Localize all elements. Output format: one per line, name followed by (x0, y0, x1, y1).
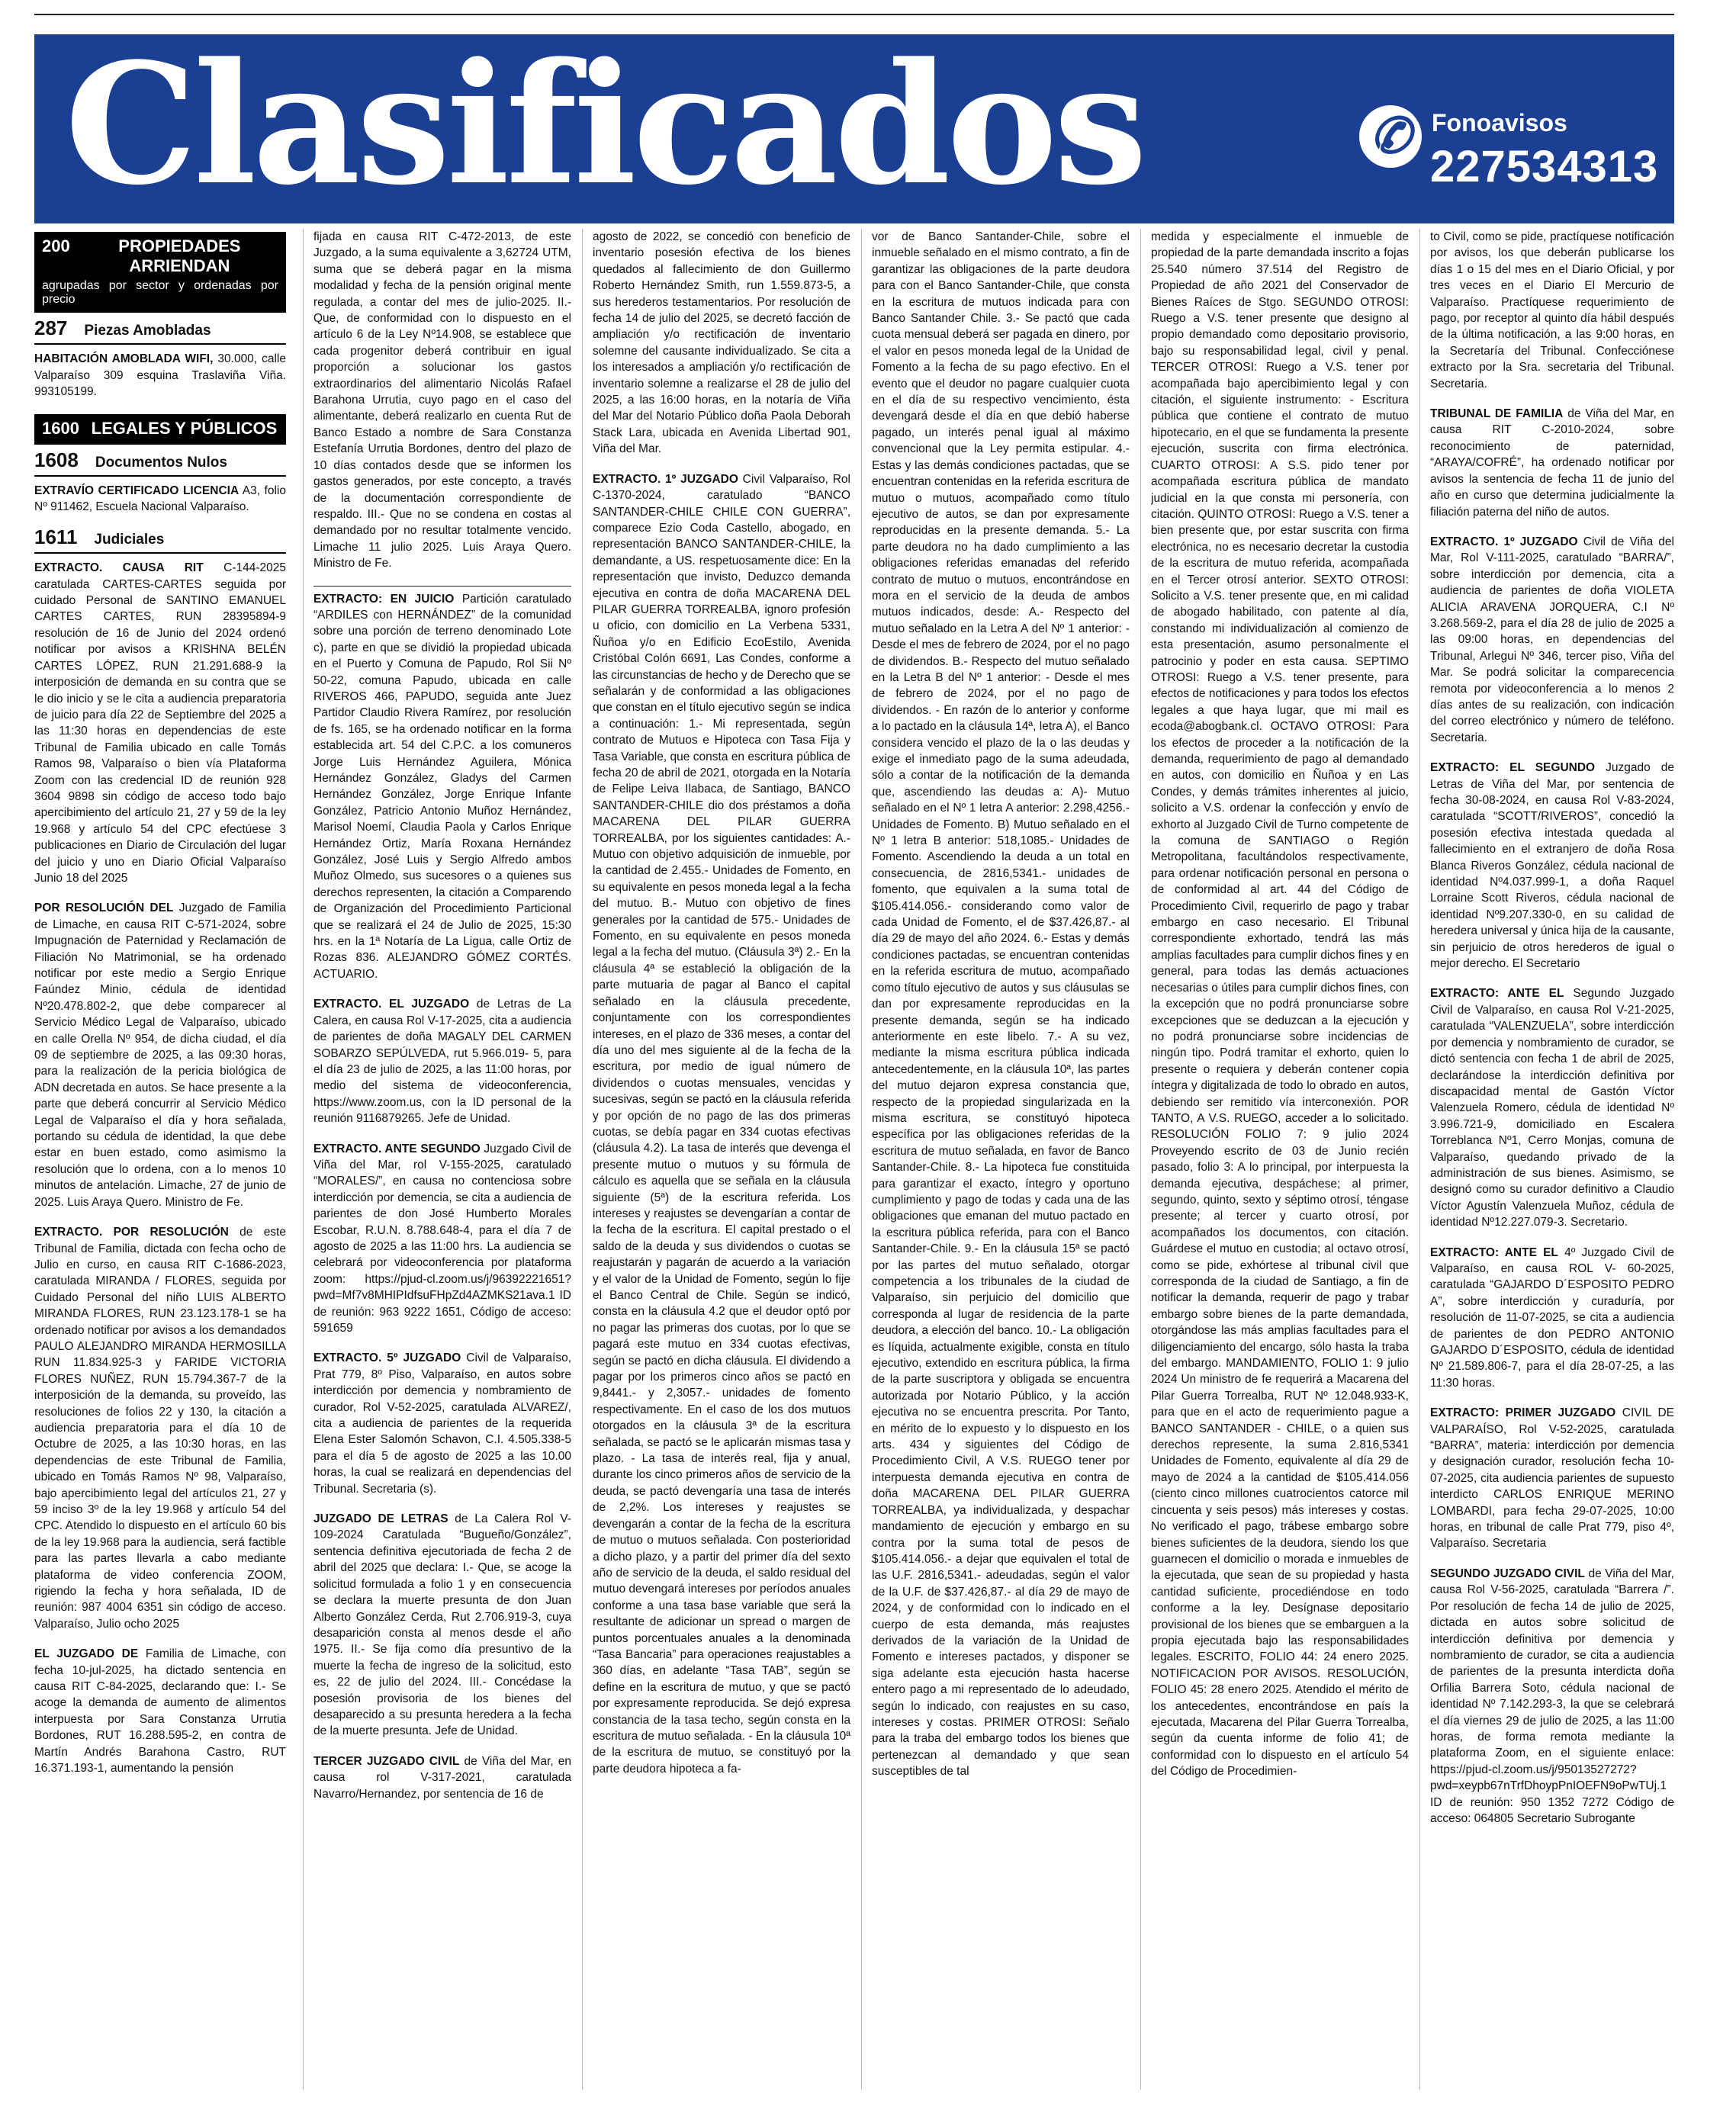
ad-keyword: EL JUZGADO DE (34, 1647, 139, 1661)
ad-keyword: JUZGADO DE LETRAS (313, 1512, 448, 1526)
column-divider (303, 229, 304, 2090)
ad-text: fijada en causa RIT C-472-2013, de este Juzgado, a la suma equivalente a 3,62724 UTM, suma que se deberá pagar en la misma modalidad y fecha de la pensión original mente regulada, a contar del mes de julio-2025. II.- Que, de conformidad con lo dispuesto en el artículo 6 de la Ley Nº14.908, se establece que cada progenitor deberá contribuir en igual proporción a solucionar los gastos extraordinarios del alimentario Nicolás Rafael Barahona Urrutia, cuyo pago en el caso del alimentante, deberá realizarlo en cuenta Rut de Banco Estado a nombre de Sara Constanza Estefanía Urrutia Bordones, dentro del plazo de 10 días contados desde que se informen los gastos generados, por este concepto, a través de la documentación correspondiente de respaldo. III.- Que no se condena en costas al demandado por no resultar totalmente vencido. Limache 11 julio 2025. Luis Araya Quero. Ministro de Fe. (313, 230, 571, 570)
ad-keyword: HABITACIÓN AMOBLADA WIFI, (34, 352, 214, 366)
classified-ad (593, 471, 850, 1778)
ad-keyword: EXTRACTO. 1º JUZGADO (1430, 535, 1578, 548)
classified-ad (34, 560, 286, 886)
ad-text: de Viña del Mar, en causa RIT C-2010-2024, sobre reconocimiento de paternidad, “ARAYA/COFRÉ”, ha ordenado notificar por avisos la sentencia de fecha 11 de junio del año en curso que determina judicialmente la filiación paterna del niño de autos. (1430, 407, 1674, 519)
ad-text: 30.000, calle Valparaíso 309 esquina Traslaviña Viña. 993105199. (34, 352, 286, 399)
ad-divider (313, 586, 571, 587)
ad-text: Familia de Limache, con fecha 10-jul-2025, ha dictado sentencia en causa RIT C-84-2025, declarando que: I.- Se acoge la demanda de aumento de alimentos interpuesta por Sara Constanza Urrutia Bordones, RUT 16.288.595-2, en contra de Martín Andrés Barahona Castro, RUT 16.371.193-1, aumentando la pensión (34, 1647, 286, 1776)
ad-keyword: TERCER JUZGADO CIVIL (313, 1754, 460, 1768)
classified-ad (1430, 1245, 1674, 1392)
subsection-title: Documentos Nulos (95, 454, 227, 471)
classified-ad (313, 1350, 571, 1497)
classifieds-columns (34, 229, 1674, 2090)
ad-keyword: EXTRACTO: PRIMER JUZGADO (1430, 1406, 1616, 1420)
classified-ad (1430, 1566, 1674, 1827)
ad-text: de Viña del Mar, causa Rol V-56-2025, caratulada “Barrera /”. Por resolución de fecha 14 de julio de 2025, dictada en autos sobre solicitud de interdicción definitiva por demencia y nombramiento de curador, se cita a audiencia de parientes de la presunta interdicta doña Orfilia Barrera Soto, cédula nacional de identidad Nº 7.142.293-3, la que se celebrará el día viernes 29 de julio de 2025, a las 11:00 horas, de forma remota mediante la plataforma Zoom, en el siguiente enlace: https://pjud-cl.zoom.us/j/95013527272?pwd=xeypb67nTrfDhoypPnIOEFN9oPwTUj.1 ID de reunión: 950 1352 7272 Código de acceso: 064805 Secretario Subrogante (1430, 1567, 1674, 1825)
ad-text: to Civil, como se pide, practíquese notificación por avisos, los que deberán publicarse los días 1 o 15 del mes en el Diario Oficial, y por tres veces en el Diario El Mercurio de Valparaíso. Practíquese requerimiento de pago, por receptor al quinto día hábil después de la última notificación, a las 9:00 horas, en la Secretaría del Tribunal. Confecciónese extracto por la Sra. secretaria del Tribunal. Secretaria. (1430, 230, 1674, 390)
subsection-number: 287 (34, 317, 68, 339)
ad-keyword: EXTRACTO. CAUSA RIT (34, 561, 204, 575)
ad-text: Civil de Viña del Mar, Rol V-111-2025, caratulado “BARRA/”, sobre interdicción por demencia, cita a audiencia de parientes de doña VIOLETA ALICIA ARAVENA JORQUERA, C.I Nº 3.268.569-2, para el día 28 de julio de 2025 a las 09:00 horas, en dependencias del Tribunal, Arlegui Nº 346, tercer piso, Viña del Mar. Se podrá solicitar la comparecencia remota por videoconferencia a lo menos 2 días antes de su realización, con indicación del correo electrónico y número de teléfono. Secretaria. (1430, 535, 1674, 744)
section-title: LEGALES Y PÚBLICOS (91, 418, 278, 438)
column-2 (313, 229, 571, 2090)
ad-text: CIVIL DE VALPARAÍSO, Rol V-52-2025, caratulada “BARRA”, materia: interdicción por demencia y designación curador, resolución fecha 10-07-2025, cita audiencia parientes de supuesto interdicto CARLOS ENRIQUE MERINO LOMBARDI, para fecha 29-07-2025, 10:00 horas, en tribunal de calle Prat 779, piso 4º, Valparaíso. Secretaria (1430, 1406, 1674, 1551)
ad-keyword: POR RESOLUCIÓN DEL (34, 901, 174, 915)
classified-ad (313, 996, 571, 1126)
ad-keyword: EXTRACTO: EL SEGUNDO (1430, 761, 1596, 775)
classified-ad (1430, 985, 1674, 1230)
ad-keyword: SEGUNDO JUZGADO CIVIL (1430, 1567, 1585, 1580)
ad-text: 4º Juzgado Civil de Valparaíso, en causa ROL V- 60-2025, caratulada “GAJARDO D´ESPOSITO PEDRO A”, sobre interdicción y curaduría, por resolución de 11-07-2025, se cita a audiencia de parientes de don PEDRO ANTONIO GAJARDO D´ESPOSITO, cédula de identidad Nº 21.589.806-7, para el día 28-07-25, a las 11:30 horas. (1430, 1245, 1674, 1390)
classified-ad (593, 229, 850, 458)
ad-keyword: EXTRACTO. EL JUZGADO (313, 998, 470, 1011)
subsection-number: 1608 (34, 448, 79, 471)
ad-keyword: EXTRACTO. ANTE SEGUNDO (313, 1142, 481, 1155)
ad-text: medida y especialmente el inmueble de propiedad de la parte demandada inscrito a fojas 25.540 número 37.514 del Registro de Propiedad de año 2021 del Conservador de Bienes Raíces de Stgo. SEGUNDO OTROSI: Ruego a V.S. tener presente que designo al propio demandado como depositario provisorio, bajo su responsabilidad legal, civil y penal. TERCER OTROSI: Ruego a V.S. tener por acompañada bajo apercibimiento legal y con citación, el siguiente instrumento: - Escritura pública que contiene el contrato de mutuo hipotecario, en el que se fundamenta la presente ejecución, suscrita con firma electrónica. CUARTO OTROSI: A S.S. pido tener por acompañada escritura pública de mandato judicial en la que consta mi personería, con citación. QUINTO OTROSI: Ruego a V.S. tener a bien presente que, por estar suscrita con firma electrónica, no es necesario decretar la custodia de la escritura de mutuo referida, acompañada en el Tercer otrosí anterior. SEXTO OTROSI: Solicito a V.S. tener presente que, en mi calidad de abogado habilitado, con patente al día, constando mi individualización al comienzo de esta presentación, asumo personalmente el patrocinio y poder en esta causa. SEPTIMO OTROSI: Ruego a V.S. tener presente, para efectos de notificaciones y para todos los efectos legales a que haya lugar, que mi mail es ecoda@abogbank.cl. OCTAVO OTROSI: Para los efectos de proceder a la notificación de la demanda, requerimiento de pago al demandado en autos, con domicilio en Ñuñoa y en Las Condes, y demás trámites inherentes al juicio, solicito a V.S. ordenar la confección y envío de exhorto al Juzgado Civil de Turno competente de la comuna de SANTIAGO o Región Metropolitana, facultándolos respectivamente, para ordenar notificación personal en persona o de conformidad al art. 44 del Código de Procedimiento Civil, requerirlo de pago y trabar embargo en caso necesario. El Tribunal correspondiente exhortado, tendrá las más amplias facultades para cumplir dichos fines y en general, para todas las demás actuaciones necesarias o útiles para cumplir dichos fines, con la excepción que no podrá pronunciarse sobre excepciones que se deduzcan a la ejecución y no podrá pronunciarse sobre incidencias de ningún tipo. Podrá tramitar el exhorto, quien lo presente o requiera y deberán contener copia íntegra y digitalizada de todo lo obrado en autos, debiendo ser remitido vía interconexión. POR TANTO, A V.S. RUEGO, acceder a lo solicitado. RESOLUCIÓN FOLIO 7: 9 julio 2024 Proveyendo escrito de 03 de Junio recién pasado, folio 3: A lo principal, por interpuesta la demanda ejecutiva, despáchese; al primer, segundo, quinto, sexto y séptimo otrosí, téngase presente; al tercer y cuarto otrosí, por acompañados los documentos, con citación. Guárdese el mutuo en custodia; al octavo otrosí, como se pide, exhórtese al tribunal civil que corresponda de la ciudad de Santiago, a fin de notificar la demanda, requerir de pago y trabar embargo sobre bienes de la parte demandada, otorgándose las más amplias facultades para el diligenciamiento del encargo, sólo hasta la traba del embargo. MANDAMIENTO, FOLIO 1: 9 julio 2024 Un ministro de fe requerirá a Macarena del Pilar Guerra Torrealba, RUT Nº 12.048.933-K, para que en el acto de requerimiento pague a BANCO SANTANDER - CHILE, o a quien sus derechos represente, la suma 2.816,5341 Unidades de Fomento, equivalente al día 29 de mayo de 2024 a la cantidad de $105.414.056 (ciento cinco millones cuatrocientos catorce mil cincuenta y seis pesos) más intereses y costas. No verificado el pago, trábese embargo sobre bienes suficientes de la deudora, siendo los que guarnecen el domicilio o morada e inmuebles de la ejecutada, que sean de su propiedad y hasta cantidad suficiente, procediéndose en todo conforme a la ley. Desígnase depositario provisional de los bienes que se embarguen a la propia ejecutada bajo las responsabilidades legales. ESCRITO, FOLIO 44: 24 enero 2025. NOTIFICACION POR AVISOS. RESOLUCIÓN, FOLIO 45: 28 enero 2025. Atendido el mérito de los antecedentes, encontrándose en país la ejecutada, Macarena del Pilar Guerra Torrealba, según da cuenta informe de folio 41; de conformidad con lo dispuesto en el artículo 54 del Código de Procedimien- (1151, 230, 1409, 1779)
ad-keyword: EXTRACTO. POR RESOLUCIÓN (34, 1226, 229, 1239)
section-header-legales (34, 414, 286, 445)
ad-text: Juzgado Civil de Viña del Mar, rol V-155-2025, caratulado “MORALES/”, en causa no contenciosa sobre interdicción por demencia, se cita a audiencia de parientes de don José Humberto Morales Escobar, R.U.N. 8.788.648-4, para el día 7 de agosto de 2025 a las 11:00 hrs. La audiencia se celebrará por videoconferencia por plataforma zoom: https://pjud-cl.zoom.us/j/96392221651?pwd=Mf7v8MHIPIdfsuFHpZd4AZMKS21ava.1 ID de reunión: 963 9222 1651, Código de acceso: 591659 (313, 1142, 571, 1335)
ad-keyword: EXTRACTO: ANTE EL (1430, 987, 1564, 1001)
ad-text: Segundo Juzgado Civil de Valparaíso, en causa Rol V-21-2025, caratulada “VALENZUELA”, sobre interdicción por demencia y nombramiento de curador, se dictó sentencia con fecha 1 de abril de 2025, declarándose la interdicción definitiva por discapacidad mental de Gastón Víctor Valenzuela Romero, cédula de identidad Nº 3.996.721-9, domiciliado en Escalera Torreblanca Nº1, Cerro Monjas, comuna de Valparaíso, quedando privado de la administración de sus bienes. Asimismo, se designó como su curador definitivo a Claudio Víctor Agustín Valenzuela Muñoz, cédula de identidad Nº12.227.079-3. Secretario. (1430, 987, 1674, 1229)
ad-text: Civil de Valparaíso, Prat 779, 8º Piso, Valparaíso, en autos sobre interdicción por demencia y nombramiento de curador, Rol V-52-2025, caratulada ALVAREZ/, cita a audiencia de parientes de la requerida Elena Ester Salomón Schavon, C.I. 4.505.338-5 para el día 5 de agosto de 2025 a las 10.00 horas, la cual se realizará en dependencias del Tribunal. Secretaria (s). (313, 1351, 571, 1496)
phone-number: 227534313 (1430, 142, 1659, 191)
classified-ad (34, 1224, 286, 1632)
section-header-propiedades (34, 232, 286, 313)
ad-keyword: EXTRACTO: ANTE EL (1430, 1245, 1558, 1259)
section-title: PROPIEDADES ARRIENDAN (118, 236, 241, 275)
classified-ad (1430, 760, 1674, 972)
classified-ad (1151, 229, 1409, 1780)
classified-ad (313, 591, 571, 983)
ad-text: de este Tribunal de Familia, dictada con fecha ocho de Julio en curso, en causa RIT C-1686-2023, caratulada MIRANDA / FLORES, seguida por Cuidado Personal del niño LUIS ALBERTO MIRANDA FLORES, RUN 23.123.178-1 se ha ordenado notificar por avisos a los demandados PAULO ALEJANDRO MIRANDA HERMOSILLA RUN 11.834.925-3 y FARIDE VICTORIA FLORES NUÑEZ, RUN 15.794.367-7 de la interposición de la demanda, su proveído, las resoluciones de folios 22 y 130, la citación a audiencia preparatoria para el día 10 de Octubre de 2025, a las 10:30 horas, en las dependencias de este Tribunal de Familia, ubicado en Tomás Ramos Nº 98, Valparaíso, bajo apercibimiento legal del artículos 21, 27 y 59 inciso 3º de la ley 19.968 y artículo 54 del CPC. Atendido lo dispuesto en el artículo 60 bis de la ley 19.968 para la audiencia, será factible para las partes llevarla a cabo mediante plataforma de video conferencia ZOOM, rigiendo la fecha y hora señalada, ID de reunión: 987 4004 6351 sin código de acceso. Valparaíso, Julio ocho 2025 (34, 1226, 286, 1631)
ad-text: Juzgado de Letras de Viña del Mar, por sentencia de fecha 30-08-2024, en causa Rol V-83-2024, caratulada “SCOTT/RIVEROS”, concedió la posesión efectiva intestada quedada al fallecimiento en el extranjero de doña Rosa Blanca Riveros González, cédula nacional de identidad Nº4.037.999-1, a doña Raquel Lorraine Scott Riveros, cédula nacional de identidad Nº9.207.330-0, en su calidad de heredera universal y única hija de la causante, sin perjuicio de otros herederos de igual o mejor derecho. El Secretario (1430, 761, 1674, 971)
classified-ad (1430, 1405, 1674, 1552)
classified-ad (34, 1646, 286, 1776)
ad-text: vor de Banco Santander-Chile, sobre el inmueble señalado en el mismo contrato, a fin de garantizar las obligaciones de la parte deudora para con el Banco Santander-Chile, que consta en la escritura de mutuos indicada para con Banco Santander Chile. 3.- Se pactó que cada cuota mensual deberá ser pagada en dinero, por el valor en pesos moneda legal de la Unidad de Fomento a la fecha de su pago efectivo. En el evento que el deudor no pagare cualquier cuota en el día de su respectivo vencimiento, ésta devengará desde el día en que debió haberse pagado, un interés penal igual al máximo convencional que la Ley permita estipular. 4.- Estas y las demás condiciones pactadas, que se encuentran contenidas en la referida escritura de mutuo o mutuos, acompañado como título ejecutivo de autos, se dan por expresamente reproducidas en la presente demanda. 5.- La parte deudora no ha dado cumplimiento a las obligaciones referidas emanadas del referido contrato de mutuo o mutuos, encontrándose en mora en el servicio de la deuda de ambos mutuos indicados, desde: A.- Respecto del mutuo señalado en la Letra A del Nº 1 anterior: - Desde el mes de febrero de 2024, por el no pago de dividendos. B.- Respecto del mutuo señalado en la Letra B del Nº 1 anterior: - Desde el mes de febrero de 2024, por el no pago de dividendos. - En razón de lo anterior y conforme a lo pactado en la cláusula 14ª, letra A), el Banco considera vencido el plazo de la o las deudas y exige el inmediato pago de la suma adeudada, sólo a contar de la notificación de la demanda que, ascendiendo las deudas a: A)- Mutuo señalado en el Nº 1 letra A anterior: 2.298,4256.- Unidades de Fomento. B) Mutuo señalado en el Nº 1 letra B anterior: 518,1085.- Unidades de Fomento. Ascendiendo la deuda a un total en consecuencia, de 2816,5341.- unidades de fomento, que equivalen a la suma total de $105.414.056.- considerando como valor de cada Unidad de Fomento, el de $37.426,87.- al día 29 de mayo del año 2024. 6.- Estas y demás condiciones pactadas, se encuentran contenidas en la referida escritura de mutuo, acompañado como título ejecutivo de autos y sus cláusulas se dan por expresamente reproducidas en la presente demanda, según se ha indicado anteriormente en este libelo. 7.- A su vez, mediante la misma escritura pública indicada antecedentemente, en la cláusula 10ª, las partes del mutuo dejaron expresa constancia que, respecto de la propiedad singularizada en la misma escritura, se constituyó hipoteca específica por las obligaciones referidas de la escritura de mutuo señalada, en favor de Banco Santander-Chile. 8.- La hipoteca fue constituida para garantizar el exacto, íntegro y oportuno cumplimiento y pago de todas y cada una de las obligaciones que emanan del mutuo pactado en la escritura pública referida, para con el Banco Santander-Chile. 9.- En la cláusula 15ª se pactó por las partes del mutuo señalado, otorgar competencia a los tribunales de la ciudad de Valparaíso, sin perjuicio del domicilio que corresponda al lugar de residencia de la parte deudora, a elección del banco. 10.- La obligación es líquida, actualmente exigible, consta en título ejecutivo, extendido en escritura pública, la firma de la parte suscriptora y obligada se encuentra autorizada por Notario Público, y la acción ejecutiva no se encuentra prescrita. Por Tanto, en mérito de lo expuesto y lo dispuesto en los arts. 434 y siguientes del Código de Procedimiento Civil, A V.S. RUEGO tener por interpuesta demanda ejecutiva en contra de doña MACARENA DEL PILAR GUERRA TORREALBA, ya individualizada, y despachar mandamiento de ejecución y embargo en su contra por la suma total de pesos de $105.414.056.- a dejar que equivalen el total de las U.F. 2816,5341.- adeudadas, según el valor de la U.F. de $37.426,87.- al día 29 de mayo de 2024, y de conformidad con lo indicado en el cuerpo de esta demanda, más reajustes derivados de la variación de la Unidad de Fomento e intereses pactados, y disponer se siga adelante esta ejecución hasta hacerse entero pago a mi representado de lo adeudado, según lo indicado, con reajustes en su caso, intereses y costas. PRIMER OTROSI: Señalo para la traba del embargo todos los bienes que pertenezcan al demandado y que sean susceptibles de tal (872, 230, 1130, 1779)
column-divider (861, 229, 862, 2090)
classified-ad (34, 900, 286, 1210)
ad-text: agosto de 2022, se concedió con beneficio de inventario posesión efectiva de los bienes quedados al fallecimiento de don Guillermo Roberto Hernández Smith, run 1.559.873-5, a sus herederos testamentarios. Por resolución de fecha 14 de julio del 2025, se decretó facción de ampliación y/o rectificación de inventario solemne del causante individualizado. Se cita a los interesados a ampliación y/o rectificación de inventario solemne a realizarse el 28 de julio del 2025, a las 16:00 horas, en la notaría de Viña del Mar del Notario Público doña Paola Deborah Stack Lara, ubicada en Avenida Libertad 901, Viña del Mar. (593, 230, 850, 456)
ad-text: A3, folio Nº 911462, Escuela Nacional Valparaíso. (34, 484, 286, 514)
masthead (34, 27, 1674, 223)
classified-ad (1430, 534, 1674, 746)
page-title: Clasificados (65, 27, 1144, 222)
ad-keyword: TRIBUNAL DE FAMILIA (1430, 407, 1564, 421)
ad-keyword: EXTRACTO. 1º JUZGADO (593, 472, 738, 486)
classified-ad (313, 1753, 571, 1802)
section-number: 1600 (42, 418, 79, 438)
ad-text: de La Calera Rol V-109-2024 Caratulada “Bugueño/González”, sentencia definitiva ejecutoriada de fecha 2 de abril del 2025 que declara: I.- Que, se acoge la solicitud formulada a folio 1 y en consecuencia se declara la muerte presunta de don Juan Alberto González Cerda, Rut 2.706.919-3, cuya desaparición consta al menos desde el año 1975. II.- Se fija como día presuntivo de la muerte la fecha de ingreso de la solicitud, esto es, 22 de julio del 2024. III.- Concédase la posesión provisoria de los bienes del desaparecido a su presunta heredera a la fecha de la muerte presunta. Jefe de Unidad. (313, 1512, 571, 1738)
column-4 (872, 229, 1130, 2090)
column-6 (1430, 229, 1674, 2090)
classified-ad (313, 1511, 571, 1740)
subsection-number: 1611 (34, 525, 78, 548)
top-rule (34, 14, 1674, 15)
classified-ad (34, 351, 286, 400)
section-subtitle: agrupadas por sector y ordenadas por precio (42, 279, 278, 306)
column-1 (34, 229, 286, 2090)
subsection-header-documentos (34, 448, 286, 477)
classified-ad (1430, 406, 1674, 520)
ad-text: Juzgado de Familia de Limache, en causa RIT C-571-2024, sobre Impugnación de Paternidad y Reclamación de Filiación No Matrimonial, se ha ordenado notificar por este medio a Sergio Enrique Faúndez Minio, cédula de identidad Nº20.478.802-2, que debe comparecer al Servicio Médico Legal de Valparaíso, ubicado en calle Orella Nº 954, de dicha ciudad, el día 09 de septiembre de 2025, a las 09:30 horas, para la realización de la pericia biológica de ADN decretada en autos. Se hace presente a la parte que deberá concurrir al Servicio Médico Legal de Valparaíso el día y hora señalada, portando su cédula de identidad, la que debe estar en buen estado, como asimismo la resolución que lo ordena, con a lo menos 10 minutos de antelación. Limache, 27 de junio de 2025. Luis Araya Quero. Ministro de Fe. (34, 901, 286, 1209)
classified-ad (1430, 229, 1674, 392)
ad-keyword: EXTRACTO: EN JUICIO (313, 592, 455, 606)
ad-text: Civil Valparaíso, Rol C-1370-2024, caratulado “BANCO SANTANDER-CHILE CHILE CON GUERRA”, comparece Ezio Coda Castello, abogado, en representación BANCO SANTANDER-CHILE, la demandante, a US. respetuosamente dice: En la representación que invisto, Deduzco demanda ejecutiva en contra de doña MACARENA DEL PILAR GUERRA TORREALBA, ignoro profesión u oficio, con domicilio en La Verbena 5331, Ñuñoa y/o en Edificio EcoEstilo, Avenida Cristóbal Colón 6691, Las Condes, conforme a las circunstancias de hecho y de Derecho que se señalarán y de conformidad a las obligaciones que constan en el título ejecutivo según se indica a continuación: 1.- Mi representada, según contrato de Mutuos e Hipoteca con Tasa Fija y Tasa Variable, que consta en escritura pública de fecha 20 de abril de 2021, otorgada en la Notaría de Felipe Leiva Ilabaca, de Santiago, BANCO SANTANDER-CHILE dio dos préstamos a doña MACARENA DEL PILAR GUERRA TORREALBA, por los siguientes cantidades: A.- Mutuo con objetivo adquisición de inmueble, por la cantidad de 2.455.- Unidades de Fomento, en su equivalente en pesos moneda legal a la fecha del mutuo. B.- Mutuo con objetivo de fines generales por la cantidad de 575.- Unidades de Fomento, en su equivalente en pesos moneda legal a la fecha del mutuo. (Cláusula 3ª) 2.- En la cláusula 4ª se estableció la obligación de la parte mutuaria de pagar al Banco el capital señalado en la cláusula precedente, conjuntamente con los correspondientes intereses, en el plazo de 336 meses, a contar del día uno del mes siguiente al de la fecha de la escritura, por medio de igual número de dividendos o cuotas mensuales, vencidas y sucesivas, según se pactó en la cláusula referida y por opción de no pago de las dos primeras cuotas, se debía pagar en 334 cuotas efectivas (cláusula 4.2). La tasa de interés que devenga el presente mutuo o mutuos y su fórmula de cálculo es aquella que se señala en la cláusula siguiente (5ª) de la escritura referida. Los intereses y reajustes se devengarían a contar de la fecha de la escritura. El capital prestado o el saldo de la deuda y sus dividendos o cuotas se reajustarán y pagarán de acuerdo a la variación y el valor de la Unidad de Fomento, según lo fije el Banco Central de Chile. Según se indicó, consta en la cláusula 4.2 que el deudor optó por no pagar las primeras dos cuotas, por lo que se pagará este mutuo en 334 cuotas efectivas, según se pactó en dicha cláusula. El dividendo a pagar por los primeros cinco años se pactó en 9,8441.- y 2,3057.- unidades de fomento respectivamente. En el caso de los dos mutuos otorgados en la cláusula 3ª de la escritura señalada, se pactó se le aplicarán mismas tasa y plazo. - La tasa de interés real, fija y anual, durante los cinco primeros años de servicio de la deuda, se pactó devengaría una tasa de interés de 2,2%. Los intereses y reajustes se devengarán a contar de la fecha de la escritura de mutuo o mutuos señalada. Con posterioridad a dicho plazo, y a partir del primer día del sexto año de servicio de la deuda, el saldo residual del mutuo devengará intereses por períodos anuales conforme a una tasa base variable que será la resultante de adicionar un spread o margen de puntos porcentuales anuales a la denominada “Tasa Bancaria” para operaciones reajustables a 360 días, en adelante “Tasa TAB”, según se define en la escritura de mutuo, y que se pactó por expresamente reproducida. Se dejó expresa constancia de la tasa techo, según consta en la escritura de mutuo señalada. - En la cláusula 10ª de la escritura de mutuo, se constituyó por la parte deudora hipoteca a fa- (593, 472, 850, 1776)
column-5 (1151, 229, 1409, 2090)
phone-icon: ✆ (1359, 105, 1422, 168)
subsection-header-judiciales (34, 525, 286, 554)
classified-ad (313, 229, 571, 572)
ad-text: C-144-2025 caratulada CARTES-CARTES seguida por cuidado Personal de SANTINO EMANUEL CARTES CARTES, RUN 28395894-9 resolución de 16 de Junio del 2024 ordenó notificar por avisos a KRISHNA BELÉN CARTES LÓPEZ, RUN 21.291.688-9 la interposición de demanda en su contra que se le dio inicio y se le cita a audiencia preparatoria de juicio para día 22 de Septiembre del 2025 a las 11:30 horas en dependencias de este Tribunal de Familia ubicado en calle Tomás Ramos 98, Valparaíso o bien vía Plataforma Zoom con las credencial ID de reunión 928 3604 9898 sin código de acceso todo bajo apercibimiento del artículo 21, 27 y 59 de la ley 19.968 y artículo 54 del CPC efectúese 3 publicaciones en Diario de Circulación del lugar del juicio y uno en Diario Oficial Valparaíso Junio 18 del 2025 (34, 561, 286, 885)
classified-ad (313, 1141, 571, 1337)
subsection-title: Judiciales (94, 531, 165, 548)
section-number: 200 (42, 236, 70, 255)
phone-label: Fonoavisos (1432, 109, 1567, 137)
column-divider (582, 229, 583, 2090)
classified-ad (872, 229, 1130, 1780)
ad-keyword: EXTRAVÍO CERTIFICADO LICENCIA (34, 484, 240, 498)
ad-text: de Letras de La Calera, en causa Rol V-17-2025, cita a audiencia de parientes de doña MAGALY DEL CARMEN SOBARZO SEPÚLVEDA, rut 5.966.019- 5, para el día 23 de julio de 2025, a las 11:00 horas, por medio del sistema de videoconferencia, https://www.zoom.us, con la ID personal de la reunión 9116879265. Jefe de Unidad. (313, 998, 571, 1126)
column-divider (1140, 229, 1141, 2090)
subsection-title: Piezas Amobladas (84, 323, 211, 339)
ad-text: Partición caratulado “ARDILES con HERNÁNDEZ” de la comunidad sobre una porción de terreno denominado Lote c), parte en que se dividió la propiedad ubicada en el Puerto y Comuna de Papudo, Rol Sii Nº 50-22, comuna Papudo, ubicada en calle RIVEROS 466, PAPUDO, seguida ante Juez Partidor Claudio Rivera Ramírez, por resolución de fs. 165, se ha ordenado notificar en la forma establecida art. 54 del C.P.C. a los comuneros Jorge Luis Hernández Aguilera, Mónica Hernández González, Gladys del Carmen Hernández González, Jorge Enrique Infante González, Patricio Antonio Muñoz Hernández, Marisol Noemí, Claudia Paola y Carlos Enrique Hernández Ortiz, María Roxana Hernández González, José Luis y Sergio Alfredo ambos Muñoz Olmedo, sus sucesores o a quienes sus derechos representen, la citación a Comparendo de Organización del Procedimiento Particional que se realizará el 24 de Julio de 2025, 15:30 hrs. en la 1ª Notaría de La Ligua, calle Ortiz de Rozas 836. ALEJANDRO GÓMEZ CORTÉS. ACTUARIO. (313, 592, 571, 981)
ad-keyword: EXTRACTO. 5º JUZGADO (313, 1351, 461, 1365)
classified-ad (34, 483, 286, 516)
column-divider (1419, 229, 1420, 2090)
ad-text: de Viña del Mar, en causa rol V-317-2021, caratulada Navarro/Hernandez, por sentencia de 16 de (313, 1754, 571, 1801)
subsection-header-piezas (34, 317, 286, 345)
column-3 (593, 229, 850, 2090)
